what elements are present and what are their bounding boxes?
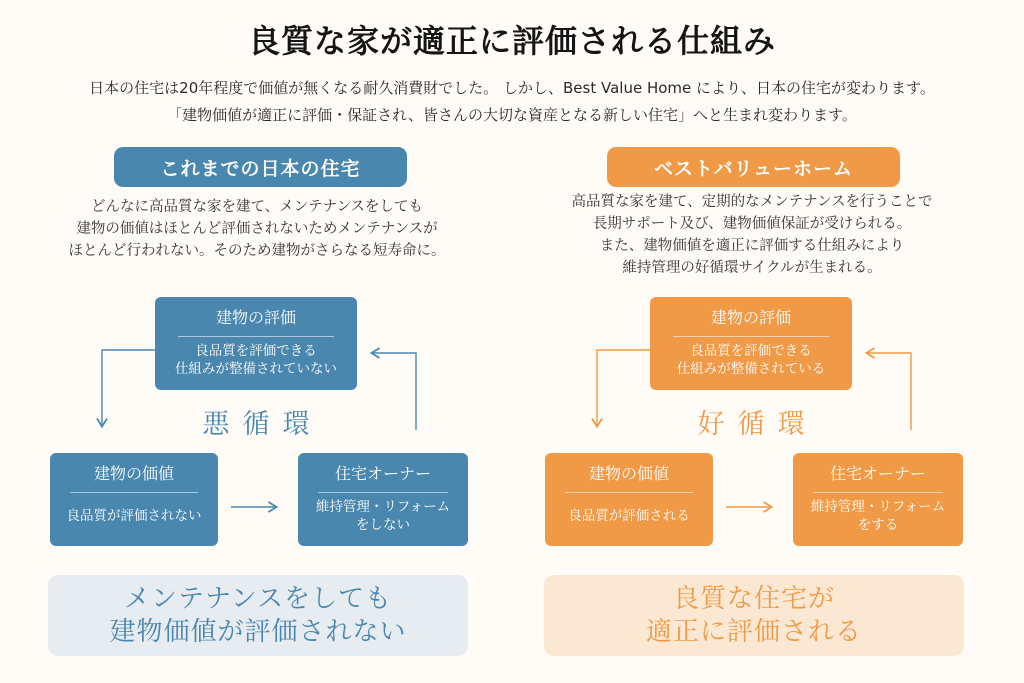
summary-card-left: [48, 575, 468, 656]
node-title: 建物の評価: [710, 308, 791, 327]
right-column-description: [530, 191, 974, 279]
left-column-description: [35, 196, 479, 262]
arrow-owner-to-evaluation-right: [867, 353, 911, 430]
node-body-line: 維持管理・リフォーム: [315, 498, 451, 515]
left-description-line: 建物の価値はほとんど評価されないためメンテナンスが: [76, 221, 438, 237]
node-title: 住宅オーナー: [829, 464, 926, 483]
summary-line: メンテナンスをしても: [124, 583, 392, 614]
building-value-box-right: [545, 453, 713, 546]
summary-line: 建物価値が評価されない: [109, 616, 407, 647]
node-body-line: 良品質が評価されない: [66, 507, 202, 524]
building-evaluation-box-right: [650, 297, 852, 390]
summary-line: 良質な住宅が: [672, 583, 835, 614]
page-title: 良質な家が適正に評価される仕組み: [247, 22, 776, 60]
node-title: 建物の価値: [93, 464, 174, 483]
left-description-line: どんなに高品質な家を建て、メンテナンスをしても: [90, 199, 424, 215]
node-body-line: 良品質を評価できる: [195, 342, 317, 359]
node-title: 建物の価値: [588, 464, 669, 483]
building-evaluation-box-left: [155, 297, 357, 390]
home-owner-box-left: [298, 453, 468, 546]
summary-card-right: [544, 575, 964, 656]
right-column-header-badge: ベストバリューホーム: [607, 147, 900, 187]
node-body-line: 良品質を評価できる: [690, 342, 812, 359]
vicious-cycle-label: 悪循環: [202, 409, 323, 440]
right-description-line: 長期サポート及び、建物価値保証が受けられる。: [592, 216, 912, 232]
right-description-line: 維持管理の好循環サイクルが生まれる。: [622, 260, 882, 276]
right-description-line: また、建物価値を適正に評価する仕組みにより: [599, 238, 905, 254]
node-body-line: をしない: [355, 516, 410, 533]
intro-line-2: 「建物価値が適正に評価・保証され、皆さんの大切な資産となる新しい住宅」へと生まれ変わります。: [167, 106, 857, 124]
node-body-line: 仕組みが整備されていない: [175, 360, 337, 377]
arrow-evaluation-to-value-right: [597, 350, 651, 426]
virtuous-cycle-label: 好循環: [697, 409, 818, 440]
node-body-line: 維持管理・リフォーム: [810, 498, 946, 515]
right-description-line: 高品質な家を建て、定期的なメンテナンスを行うことで: [571, 194, 933, 210]
arrow-evaluation-to-value-left: [102, 350, 156, 426]
intro-line-1: 日本の住宅は20年程度で価値が無くなる耐久消費財でした。 しかし、Best Value Home により、日本の住宅が変わります。: [89, 79, 935, 97]
node-body-line: をする: [857, 516, 899, 533]
building-value-box-left: [50, 453, 218, 546]
left-column-header-badge: これまでの日本の住宅: [114, 147, 407, 187]
node-body-line: 良品質が評価される: [568, 507, 690, 524]
arrow-owner-to-evaluation-left: [372, 353, 416, 430]
home-owner-box-right: [793, 453, 963, 546]
node-body-line: 仕組みが整備されている: [676, 360, 826, 377]
summary-line: 適正に評価される: [645, 616, 862, 647]
left-description-line: ほとんど行われない。そのため建物がさらなる短寿命に。: [68, 243, 446, 259]
node-title: 建物の評価: [215, 308, 296, 327]
node-title: 住宅オーナー: [334, 464, 431, 483]
